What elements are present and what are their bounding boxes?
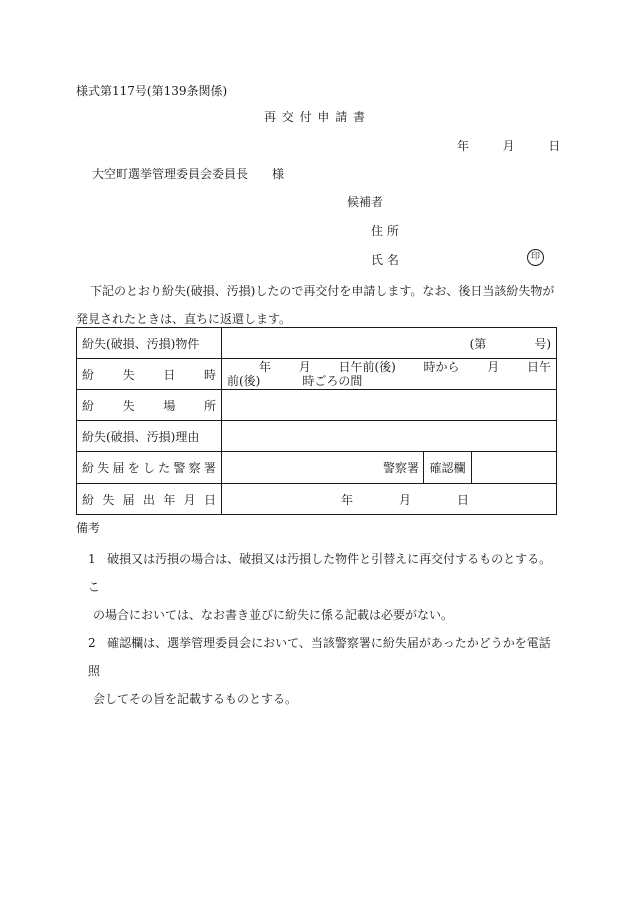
report-year: 年: [341, 492, 354, 507]
remarks-heading: 備考: [76, 521, 101, 535]
lost-item-field[interactable]: [222, 328, 557, 359]
item-number-open: (第: [469, 336, 487, 351]
remark-2-line-1: 2 確認欄は、選挙管理委員会において、当該警察署に紛失届があったかどうかを電話照: [88, 636, 551, 678]
lost-reason-label: 紛失(破損、汚損)理由: [77, 421, 222, 452]
row-lost-reason: [77, 421, 557, 452]
lost-datetime-label: 紛 失 日 時: [77, 359, 222, 390]
row-lost-item: [77, 328, 557, 359]
document-title: 再 交 付 申 請 書: [263, 110, 367, 124]
seal-mark: 印: [527, 249, 544, 266]
police-station-field[interactable]: [222, 452, 557, 484]
application-table: [76, 327, 557, 515]
confirmation-field[interactable]: [472, 452, 556, 483]
report-month: 月: [399, 492, 412, 507]
report-day: 日: [457, 492, 470, 507]
remark-1-line-2: の場合においては、なお書き並びに紛失に係る記載は必要がない。: [93, 608, 454, 622]
request-line-2: 発見されたときは、直ちに返還します。: [76, 312, 292, 326]
address-label: 住 所: [371, 224, 399, 238]
police-station-label: 紛 失 届 を し た 警 察 署: [77, 452, 222, 484]
row-lost-place: [77, 390, 557, 421]
date-day: 日: [548, 139, 561, 153]
lost-place-label: 紛 失 場 所: [77, 390, 222, 421]
name-label: 氏 名: [371, 253, 399, 267]
request-statement: [76, 277, 556, 333]
row-police-station: [77, 452, 557, 484]
lost-reason-field[interactable]: [222, 421, 557, 452]
remark-2-line-2: 会してその旨を記載するものとする。: [93, 692, 298, 706]
item-number-close: 号): [534, 336, 551, 351]
remark-1-line-1: 1 破損又は汚損の場合は、破損又は汚損した物件と引替えに再交付するものとする。こ: [88, 552, 552, 594]
confirmation-label: 確認欄: [423, 452, 472, 483]
addressee: [92, 165, 284, 182]
candidate-label: 候補者: [347, 195, 384, 209]
row-report-date: [77, 484, 557, 515]
form-number: 様式第117号(第139条関係): [76, 84, 228, 98]
lost-place-field[interactable]: [222, 390, 557, 421]
addressee-honorific: 様: [272, 167, 285, 181]
police-station-suffix: 警察署: [382, 461, 419, 475]
addressee-name: 大空町選挙管理委員会委員長: [92, 167, 249, 181]
date-month: 月: [502, 139, 515, 153]
row-lost-datetime: [77, 359, 557, 390]
application-date: [457, 137, 560, 154]
lost-item-label: 紛失(破損、汚損)物件: [77, 328, 222, 359]
report-date-label: 紛 失 届 出 年 月 日: [77, 484, 222, 515]
request-line-1: 下記のとおり紛失(破損、汚損)したので再交付を申請します。なお、後日当該紛失物が: [90, 284, 555, 298]
date-year: 年: [457, 139, 470, 153]
report-date-field[interactable]: [222, 484, 557, 515]
lost-datetime-field[interactable]: 年 月 日午前(後) 時から 月 日午 前(後) 時ごろの間: [222, 359, 557, 390]
remarks-list: [88, 545, 556, 713]
